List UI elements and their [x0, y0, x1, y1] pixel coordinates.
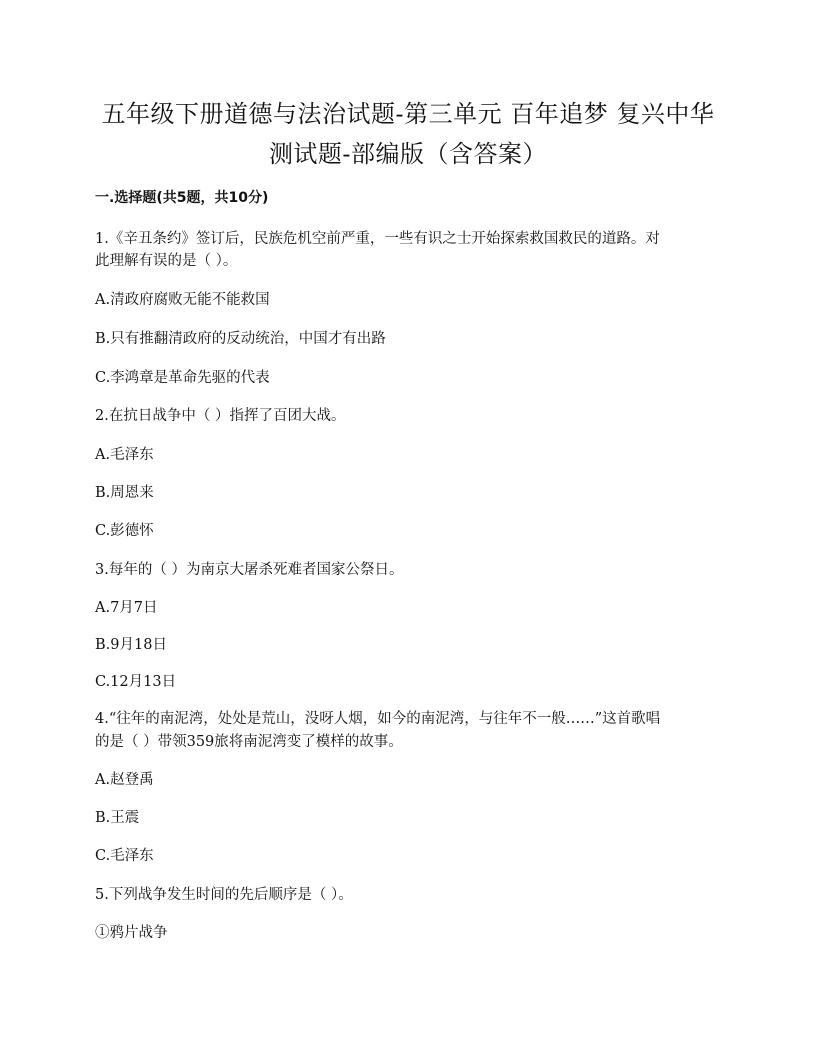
- question-4-stem-line-2: 的是（ ）带领359旅将南泥湾变了模样的故事。: [95, 734, 403, 750]
- question-5-item-1: ①鸦片战争: [95, 925, 168, 941]
- question-4-option-b: B.王震: [95, 810, 140, 826]
- document-title: [60, 96, 756, 172]
- question-1-stem-line-2: 此理解有误的是（ ）。: [95, 253, 238, 269]
- question-4-option-a: A.赵登禹: [95, 772, 154, 788]
- title-line-2: 测试题-部编版（含答案）: [268, 140, 548, 168]
- question-3-stem: 3.每年的（ ）为南京大屠杀死难者国家公祭日。: [95, 562, 404, 578]
- question-4-stem-line-1: 4.“往年的南泥湾，处处是荒山，没呀人烟，如今的南泥湾，与往年不一般……”这首歌唱: [95, 711, 661, 727]
- question-4-option-c: C.毛泽东: [95, 848, 154, 864]
- question-1-option-a: A.清政府腐败无能不能救国: [95, 292, 270, 308]
- question-1-stem-line-1: 1.《辛丑条约》签订后，民族危机空前严重，一些有识之士开始探索救国救民的道路。对: [95, 231, 660, 247]
- question-3-option-a: A.7月7日: [95, 600, 158, 616]
- question-3-option-b: B.9月18日: [95, 637, 167, 653]
- title-line-1: 五年级下册道德与法治试题-第三单元 百年追梦 复兴中华: [101, 100, 715, 128]
- section-heading: 一.选择题(共5题，共10分): [95, 190, 269, 206]
- question-2-option-b: B.周恩来: [95, 485, 154, 501]
- question-2-option-c: C.彭德怀: [95, 523, 154, 539]
- question-2-option-a: A.毛泽东: [95, 447, 154, 463]
- question-5-stem: 5.下列战争发生时间的先后顺序是（ ）。: [95, 887, 353, 903]
- question-1-option-c: C.李鸿章是革命先驱的代表: [95, 370, 270, 386]
- question-1-option-b: B.只有推翻清政府的反动统治，中国才有出路: [95, 331, 386, 347]
- question-2-stem: 2.在抗日战争中（ ）指挥了百团大战。: [95, 408, 346, 424]
- question-3-option-c: C.12月13日: [95, 674, 177, 690]
